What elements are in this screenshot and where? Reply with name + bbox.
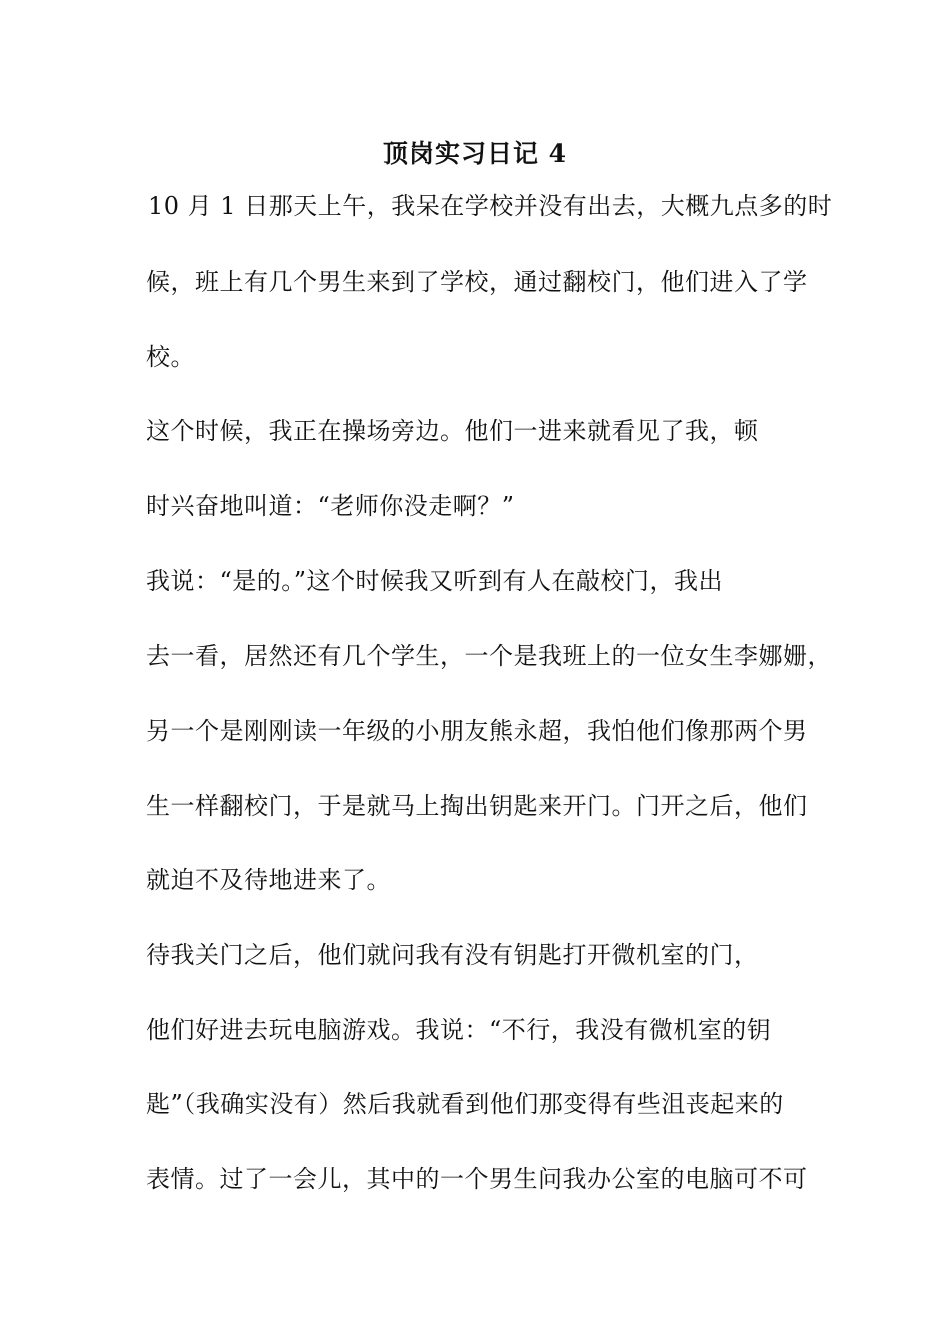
text-line: 他们好进去玩电脑游戏。我说：“不行，我没有微机室的钥 [146,1016,772,1044]
text-line: 去一看，居然还有几个学生，一个是我班上的一位女生李娜姗， [146,642,832,670]
text-line: 待我关门之后，他们就问我有没有钥匙打开微机室的门， [146,941,759,969]
text-line: 校。 [146,343,195,371]
text-line: 我说：“是的。”这个时候我又听到有人在敲校门，我出 [146,567,724,595]
text-line: 这个时候，我正在操场旁边。他们一进来就看见了我，顿 [146,417,759,445]
text-line: 另一个是刚刚读一年级的小朋友熊永超，我怕他们像那两个男 [146,717,808,745]
text-line: 候，班上有几个男生来到了学校，通过翻校门，他们进入了学 [146,268,808,296]
text-line: 时兴奋地叫道：“老师你没走啊？” [146,492,515,520]
text-line: 匙”（我确实没有）然后我就看到他们那变得有些沮丧起来的 [146,1090,784,1118]
document-title: 顶岗实习日记 4 [382,139,568,168]
text-line: 生一样翻校门，于是就马上掏出钥匙来开门。门开之后，他们 [146,792,808,820]
text-line: 表情。过了一会儿，其中的一个男生问我办公室的电脑可不可 [146,1165,808,1193]
text-line: 10 月 1 日那天上午，我呆在学校并没有出去，大概九点多的时 [148,192,833,220]
text-line: 就迫不及待地进来了。 [146,866,391,894]
